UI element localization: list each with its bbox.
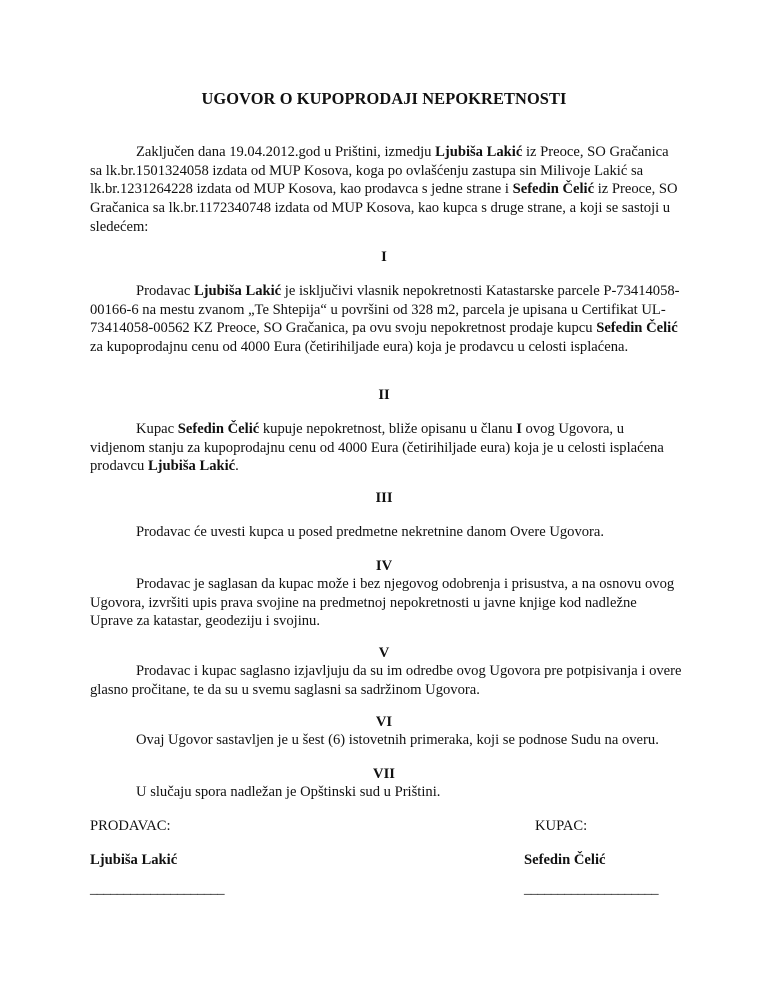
intro-text-2: iz Preoce, SO Gračanica sa lk.br.1501324058 izdata od MUP Kosova, koga po ovlašćenju zastupa sin Milivoje Lakić sa lk.br.1231264228 izdata od MUP Kosova, kao prodavca s jedne strane i [90,144,669,198]
s2-seller-bold: Ljubiša Lakić [147,458,236,475]
s2-text-4: . [235,458,239,475]
s1-text-1: Prodavac [136,283,194,299]
buyer-name-bold: Sefedin Čelić [512,181,595,198]
s4-text: Prodavac je saglasan da kupac može i bez njegovog odobrenja i prisustva, a na osnovu ovog Ugovora, izvršiti upis prava svojine na predmetnoj nepokretnosti u javne knjige kod nadležne Uprave za katastar, geodeziju i svojinu. [90,576,675,630]
section-heading-3: III [375,490,393,506]
s2-article-bold: I [516,421,522,437]
buyer-label: KUPAC: [535,818,588,834]
intro-paragraph [90,143,682,237]
section-heading-4: IV [375,558,393,574]
s2-text-3: ovog Ugovora, u vidjenom stanju za kupoprodajnu cenu od 4000 Eura (četirihiljade eura) koja je u celosti isplaćena prodavcu [90,421,664,475]
intro-text-3: iz Preoce, SO Gračanica sa lk.br.1172340748 izdata od MUP Kosova, kao kupca s druge strane, a koji se sastoji u sledećem: [90,181,678,235]
s7-text: U slučaju spora nadležan je Opštinski sud u Prištini. [136,784,441,800]
section-heading-2: II [378,387,390,403]
s5-text: Prodavac i kupac saglasno izjavljuju da su im odredbe ovog Ugovora pre potpisivanja i overe glasno pročitane, te da su u svemu saglasni sa sadržinom Ugovora. [90,663,682,698]
section-5-paragraph [90,662,682,699]
s1-text-3: za kupoprodajnu cenu od 4000 Eura (četirihiljade eura) koja je prodavcu u celosti isplaćena. [90,339,629,356]
section-6-paragraph [90,731,710,750]
s2-text-2: kupuje nepokretnost, bliže opisanu u članu [259,421,517,437]
section-7-paragraph [90,783,682,802]
intro-text-1: Zaključen dana 19.04.2012.god u Prištini, izmedju [136,144,436,160]
s1-buyer-bold: Sefedin Čelić [596,320,678,337]
s2-buyer-bold: Sefedin Čelić [177,421,260,437]
s1-seller-bold: Ljubiša Lakić [193,283,282,299]
seller-signature-name: Ljubiša Lakić [90,852,178,868]
section-4-paragraph [90,575,682,631]
section-heading-6: VI [375,714,393,730]
section-3-paragraph [90,523,682,542]
s1-text-2: je isključivi vlasnik nepokretnosti Katastarske parcele P-73414058-00166-6 na mestu zvanom „Te Shtepija“ u površini od 328 m2, parcela je upisana u Certifikat UL-73414058-00562 KZ Preoce, SO Gračanica, pa ovu svoju nepokretnost prodaje kupcu [90,283,680,337]
document-title: UGOVOR O KUPOPRODAJI NEPOKRETNOSTI [201,89,567,108]
s2-text-1: Kupac [136,421,178,437]
section-2-paragraph [90,420,682,476]
buyer-signature-line: ____________________ [524,881,658,897]
seller-name-bold: Ljubiša Lakić [435,144,523,160]
s3-text: Prodavac će uvesti kupca u posed predmetne nekretnine danom Overe Ugovora. [136,524,605,540]
buyer-signature-name: Sefedin Čelić [524,852,606,868]
section-heading-5: V [378,645,390,661]
section-1-paragraph [90,282,682,357]
section-heading-7: VII [373,766,395,782]
section-heading-1: I [381,249,387,265]
seller-signature-line: ____________________ [90,881,224,897]
seller-label: PRODAVAC: [90,818,171,834]
s6-text: Ovaj Ugovor sastavljen je u šest (6) istovetnih primeraka, koji se podnose Sudu na overu. [136,732,659,748]
